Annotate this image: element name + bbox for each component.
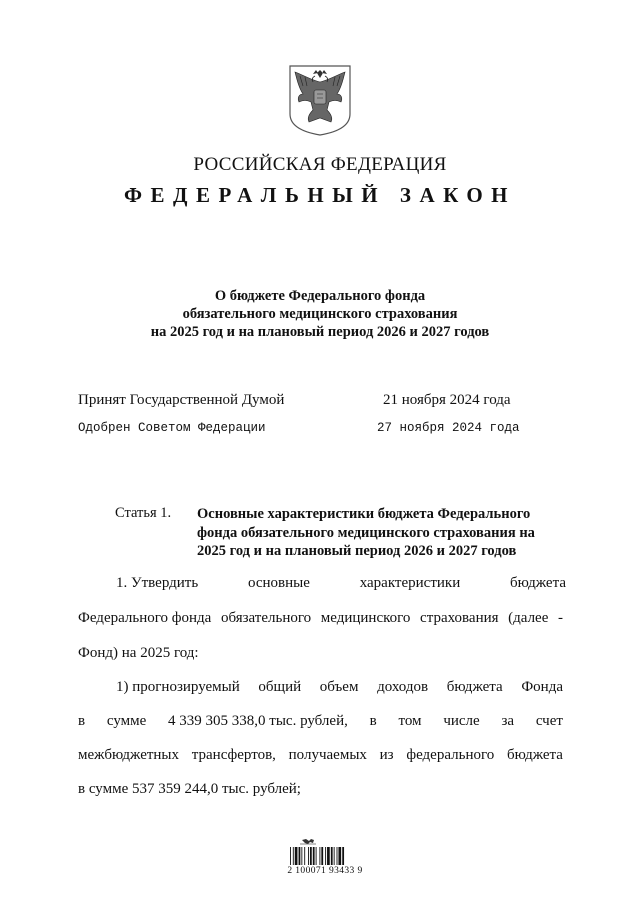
body-word: страхования: [420, 610, 499, 626]
subject-line: обязательного медицинского страхования: [182, 306, 458, 322]
body-line: [116, 575, 566, 592]
barcode-bar: [319, 847, 320, 865]
barcode-bars: [290, 847, 344, 865]
barcode-bar: [338, 847, 341, 865]
barcode-bar: [325, 847, 326, 865]
russian-coat-of-arms-icon: [287, 64, 353, 136]
body-word: бюджета: [510, 575, 566, 591]
body-word: трансфертов,: [191, 747, 276, 763]
duma-adoption-date: 21 ноября 2024 года: [383, 392, 511, 408]
body-word: объем: [319, 679, 359, 695]
body-word: сумме: [106, 713, 147, 729]
barcode-bar: [290, 847, 291, 865]
body-word: 1) прогнозируемый: [116, 679, 240, 695]
barcode-bar: [304, 847, 305, 865]
body-word: общий: [258, 679, 302, 695]
body-line: [78, 747, 563, 764]
article-title-line: фонда обязательного медицинского страхования на: [197, 524, 535, 541]
country-name: РОССИЙСКАЯ ФЕДЕРАЦИЯ: [193, 154, 447, 175]
body-word: характеристики: [359, 575, 461, 591]
barcode-bar: [299, 847, 301, 865]
article-title-line: Основные характеристики бюджета Федерального: [197, 506, 531, 522]
barcode-bar: [337, 847, 338, 865]
body-word: из: [379, 747, 394, 763]
body-word: бюджета: [507, 747, 563, 763]
barcode-bar: [342, 847, 344, 865]
body-line: [116, 679, 563, 696]
barcode-bar: [293, 847, 294, 865]
barcode-bar: [295, 847, 298, 865]
body-word: (далее: [508, 610, 549, 626]
body-word: межбюджетных: [78, 747, 180, 763]
body-word: счет: [535, 713, 563, 729]
body-word: медицинского: [320, 610, 411, 626]
article-title-line: 2025 год и на плановый период 2026 и 2027 годов: [197, 543, 517, 559]
barcode-bar: [310, 847, 312, 865]
article-title: [197, 505, 535, 561]
body-line: [78, 610, 563, 627]
subject-line: О бюджете Федерального фонда: [214, 288, 426, 304]
council-approval-date: 27 ноября 2024 года: [377, 421, 520, 435]
body-word: доходов: [377, 679, 429, 695]
barcode-bar: [334, 847, 335, 865]
body-word: бюджета: [446, 679, 503, 695]
body-word: Фонда: [521, 679, 563, 695]
barcode-bar: [301, 847, 302, 865]
barcode-bar: [308, 847, 309, 865]
barcode-bar: [313, 847, 315, 865]
body-word: обязательного: [220, 610, 312, 626]
body-word: -: [558, 610, 563, 626]
barcode-bar: [327, 847, 330, 865]
body-word: в: [369, 713, 377, 729]
barcode-bar: [321, 847, 323, 865]
body-word: в: [78, 713, 86, 729]
body-word: Федерального фонда: [78, 610, 212, 626]
subject-line: на 2025 год и на плановый период 2026 и 2027 годов: [150, 324, 490, 340]
body-line: [78, 713, 563, 730]
article-number: Статья 1.: [115, 505, 172, 521]
body-word: 1. Утвердить: [116, 575, 199, 591]
document-type-title: ФЕДЕРАЛЬНЫЙ ЗАКОН: [124, 183, 516, 207]
body-word: числе: [443, 713, 480, 729]
barcode-number: 2 100071 93433 9: [287, 866, 363, 876]
body-word: основные: [248, 575, 310, 591]
duma-adoption-label: Принят Государственной Думой: [78, 392, 285, 408]
law-subject-title: [0, 287, 640, 341]
barcode-bar: [331, 847, 333, 865]
barcode-bar: [316, 847, 317, 865]
body-word: за: [501, 713, 515, 729]
body-line: Фонд) на 2025 год:: [78, 645, 199, 661]
body-line: в сумме 537 359 244,0 тыс. рублей;: [78, 781, 301, 797]
body-word: 4 339 305 338,0 тыс. рублей,: [168, 713, 348, 729]
body-word: федерального: [406, 747, 495, 763]
body-word: том: [398, 713, 422, 729]
council-approval-label: Одобрен Советом Федерации: [78, 421, 266, 435]
body-word: получаемых: [288, 747, 367, 763]
